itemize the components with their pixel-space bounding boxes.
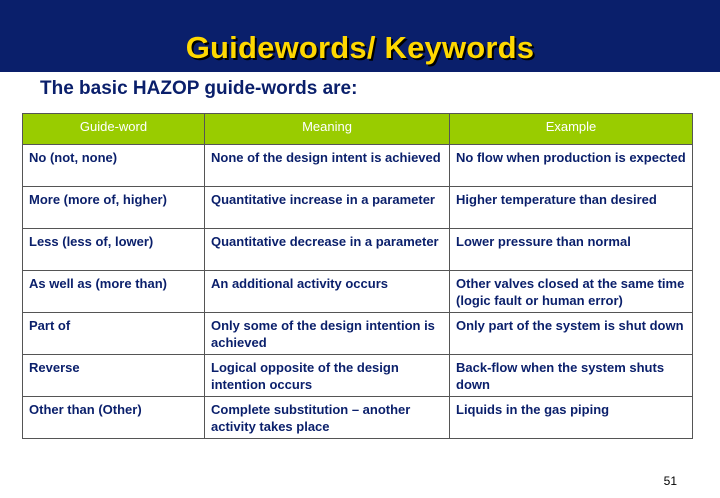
example-cell: Back-flow when the system shuts down (450, 355, 693, 397)
header-guide-word: Guide-word (23, 114, 205, 145)
table-header-row (23, 114, 693, 145)
table-row (23, 313, 693, 355)
guideword-table (22, 113, 693, 439)
page-number: 51 (663, 474, 677, 488)
guide-word-cell: As well as (more than) (23, 271, 205, 313)
meaning-cell: Complete substitution – another activity takes place (205, 397, 450, 439)
header-meaning: Meaning (205, 114, 450, 145)
table-row (23, 355, 693, 397)
example-cell: Lower pressure than normal (450, 229, 693, 271)
slide-subtitle: The basic HAZOP guide-words are: (40, 78, 358, 99)
meaning-cell: Quantitative decrease in a parameter (205, 229, 450, 271)
meaning-cell: Quantitative increase in a parameter (205, 187, 450, 229)
table-row (23, 187, 693, 229)
example-cell: Liquids in the gas piping (450, 397, 693, 439)
table-row (23, 229, 693, 271)
table-row (23, 145, 693, 187)
example-cell: Higher temperature than desired (450, 187, 693, 229)
meaning-cell: An additional activity occurs (205, 271, 450, 313)
example-cell: Other valves closed at the same time (logic fault or human error) (450, 271, 693, 313)
meaning-cell: None of the design intent is achieved (205, 145, 450, 187)
guide-word-cell: Part of (23, 313, 205, 355)
guide-word-cell: Other than (Other) (23, 397, 205, 439)
example-cell: No flow when production is expected (450, 145, 693, 187)
guide-word-cell: Less (less of, lower) (23, 229, 205, 271)
guide-word-cell: More (more of, higher) (23, 187, 205, 229)
guide-word-cell: No (not, none) (23, 145, 205, 187)
table-row (23, 271, 693, 313)
table-row (23, 397, 693, 439)
meaning-cell: Only some of the design intention is achieved (205, 313, 450, 355)
header-example: Example (450, 114, 693, 145)
guide-word-cell: Reverse (23, 355, 205, 397)
example-cell: Only part of the system is shut down (450, 313, 693, 355)
slide-title: Guidewords/ Keywords (185, 30, 535, 65)
meaning-cell: Logical opposite of the design intention occurs (205, 355, 450, 397)
